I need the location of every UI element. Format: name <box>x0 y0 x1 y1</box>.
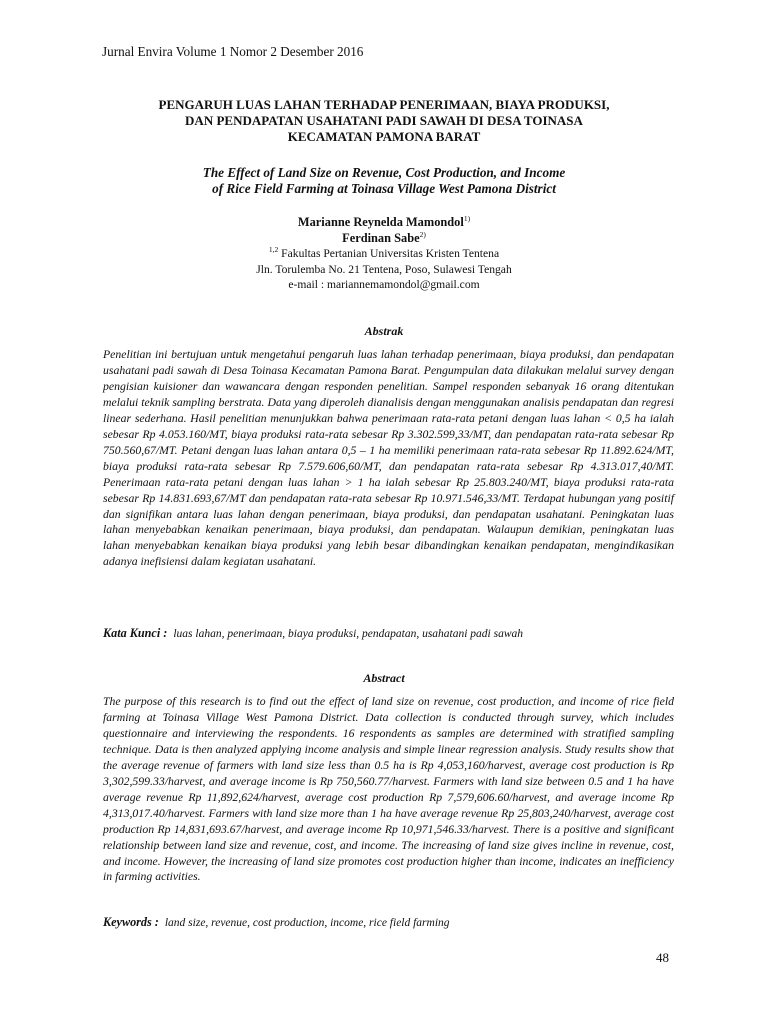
author-1-superscript: 1) <box>463 213 471 223</box>
affiliation-superscript: 1,2 <box>268 245 279 255</box>
abstrak-heading: Abstrak <box>364 324 404 338</box>
abstrak-body: Penelitian ini bertujuan untuk mengetahui pengaruh luas lahan terhadap penerimaan, biaya produksi, dan pendapatan usahatani padi sawah di Desa Toinasa Kecamatan Pamona Barat. Pengumpulan data dilakukan melalui survey dengan pengisian kuisioner dan wawancara dengan responden penelitian. Sampel responden sebanyak 16 orang ditentukan melalui teknik sampling berstrata. Data yang diperoleh dianalisis dengan menggunakan analisis pendapatan dan regresi linear sederhana. Hasil penelitian menunjukkan bahwa penerimaan rata-rata petani dengan luas lahan < 0,5 ha ialah sebesar Rp 4.053.160/MT, biaya produksi rata-rata sebesar Rp 3.302.599,33/MT, dan pendapatan rata-rata sebesar Rp 750.560,67/MT. Petani dengan luas lahan antara 0,5 – 1 ha memiliki penerimaan rata-rata sebesar Rp 11.892.624/MT, biaya produksi rata-rata sebesar Rp 7.579.606,60/MT, dan pendapatan rata-rata sebesar Rp 4.313.017,40/MT. Penerimaan rata-rata petani dengan luas lahan > 1 ha ialah sebesar Rp 25.803.240/MT, biaya produksi rata-rata sebesar Rp 14.831.693,67/MT dan pendapatan rata-rata sebesar Rp 10.971.546,33/MT. Terdapat hubungan yang positif dan signifikan antara luas lahan dengan penerimaan, biaya produksi, dan pendapatan usahatani. Peningkatan luas lahan menyebabkan kenaikan penerimaan, biaya produksi, dan pendapatan. Walaupun demikian, peningkatan luas lahan menyebabkan kenaikan biaya produksi yang lebih besar dibandingkan kenaikan pendapatan, mengindikasikan adanya inefisiensi dalam kegiatan usahatani. <box>103 348 674 569</box>
address: Jln. Torulemba No. 21 Tentena, Poso, Sulawesi Tengah <box>256 262 512 276</box>
abstract-heading: Abstract <box>363 671 405 685</box>
title-english-line: of Rice Field Farming at Toinasa Village West Pamona District <box>212 181 556 197</box>
author-1-name: Marianne Reynelda Mamondol <box>297 215 464 229</box>
email: e-mail : mariannemamondol@gmail.com <box>288 278 480 292</box>
kata-kunci-label: Kata Kunci : <box>103 626 168 640</box>
title-indonesian-line: PENGARUH LUAS LAHAN TERHADAP PENERIMAAN, BIAYA PRODUKSI, <box>158 97 610 112</box>
author-2 <box>90 231 678 247</box>
affiliation <box>90 246 678 262</box>
affiliation-text: Fakultas Pertanian Universitas Kristen Tentena <box>281 247 500 261</box>
page-number: 48 <box>656 950 669 965</box>
author-block <box>90 215 678 293</box>
title-indonesian <box>90 97 678 146</box>
author-2-name: Ferdinan Sabe <box>342 230 420 245</box>
abstract-body: The purpose of this research is to find out the effect of land size on revenue, cost production, and income of rice field farming at Toinasa Village West Pamona District. Data collection is conducted through survey, which includes questionnaire and interviewing the respondents. 16 respondents as samples are determined with stratified sampling technique. Data is then analyzed applying income analysis and simple linear regression analysis. Study results show that the average revenue of farmers with land size less than 0.5 ha is Rp 4,053,160/harvest, average cost production is Rp 3,302,599.33/harvest, and average income is Rp 750,560.77/harvest. Farmers with land size between 0.5 and 1 ha have average revenue Rp 11,892,624/harvest, average cost production Rp 7,579,606.60/harvest, and average income Rp 4,313,017.40/harvest. Farmers with land size more than 1 ha have average revenue Rp 25,803,240/harvest, average cost production Rp 14,831,693.67/harvest, and average income Rp 10,971,546.33/harvest. There is a positive and significant relationship between land size and revenue, cost, and income. The increasing of land size gives incline in revenue, cost, and income. However, the increasing of land size promotes cost production higher than income, indicates an inefficiency in farming activities. <box>103 695 674 884</box>
title-indonesian-line: KECAMATAN PAMONA BARAT <box>287 129 481 145</box>
author-2-superscript: 2) <box>419 229 426 239</box>
keywords-label: Keywords : <box>103 915 159 929</box>
kata-kunci-text: luas lahan, penerimaan, biaya produksi, pendapatan, usahatani padi sawah <box>173 628 524 640</box>
journal-header: Jurnal Envira Volume 1 Nomor 2 Desember 2016 <box>102 44 364 59</box>
kata-kunci <box>103 626 678 642</box>
keywords <box>103 915 678 931</box>
title-english-line: The Effect of Land Size on Revenue, Cost Production, and Income <box>202 165 566 180</box>
keywords-text: land size, revenue, cost production, income, rice field farming <box>164 917 450 929</box>
title-english <box>90 165 678 198</box>
title-indonesian-line: DAN PENDAPATAN USAHATANI PADI SAWAH DI DESA TOINASA <box>185 113 583 129</box>
author-1 <box>90 215 678 231</box>
